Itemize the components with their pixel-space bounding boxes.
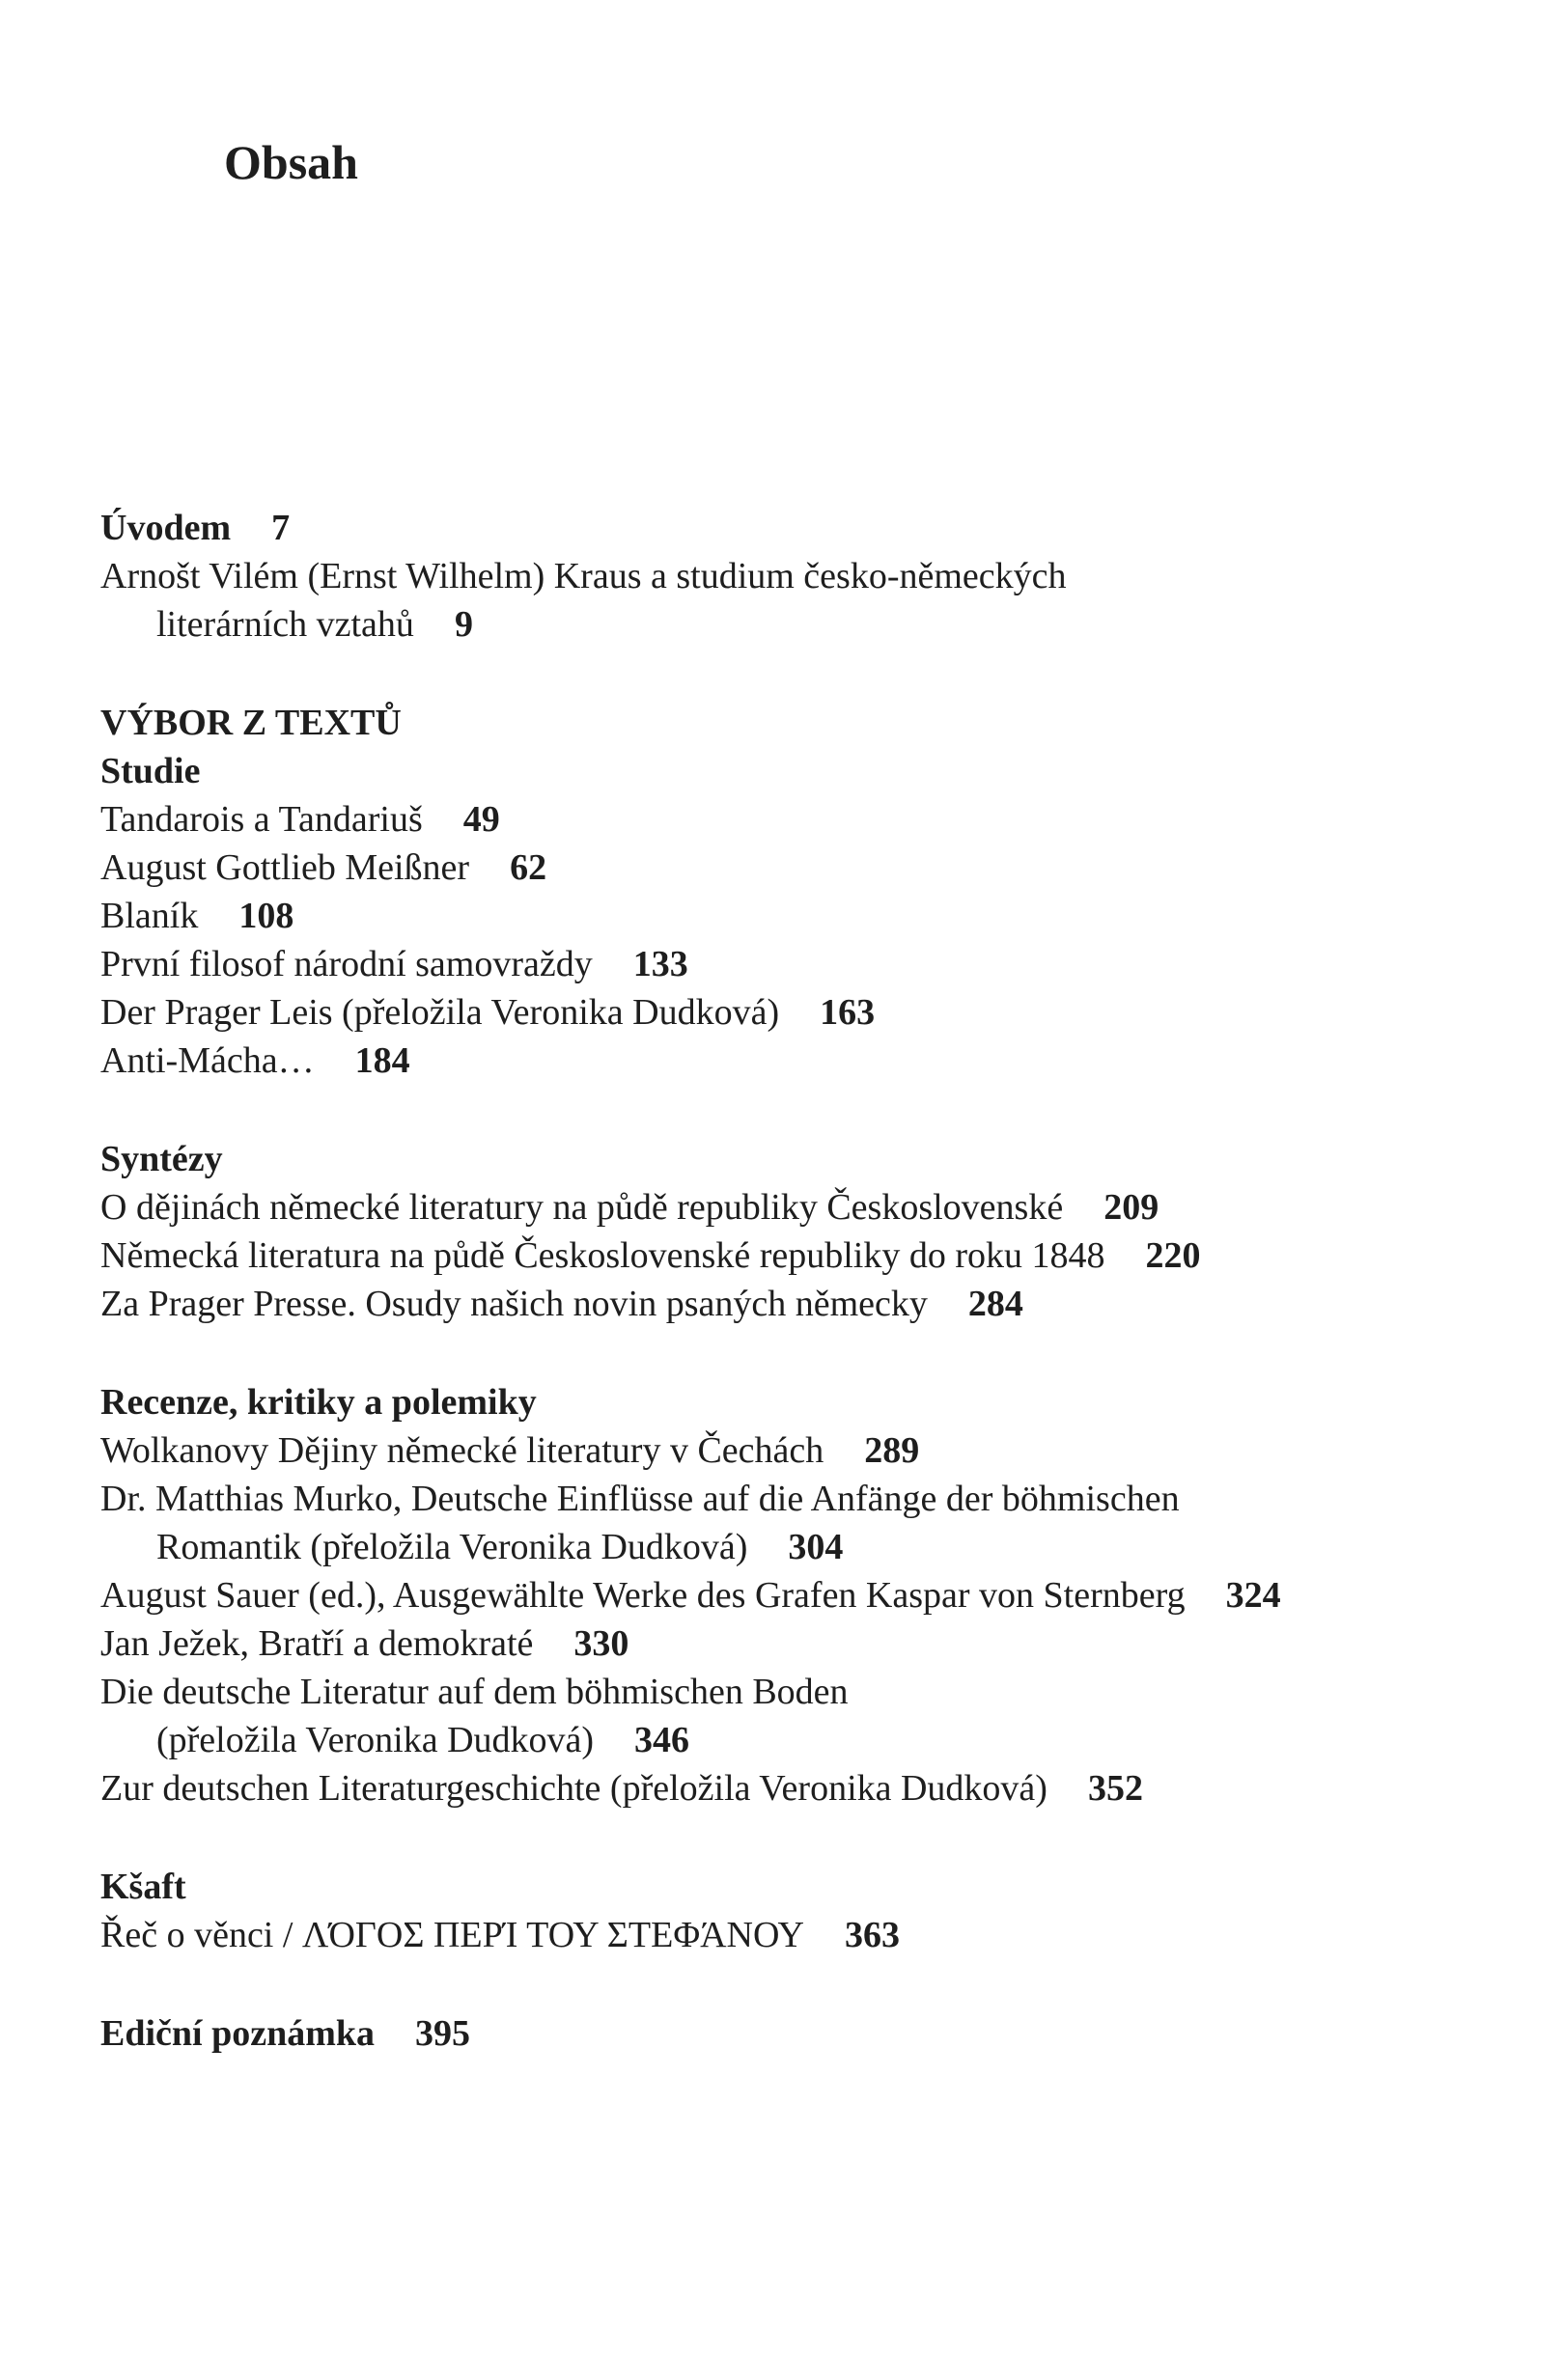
toc-entry[interactable] <box>100 940 1491 988</box>
toc-entry-title: (přeložila Veronika Dudková) <box>156 1720 595 1760</box>
toc-entry[interactable] <box>100 1037 1491 1085</box>
toc-page-number: 330 <box>573 1623 629 1664</box>
section-heading-vybor: VÝBOR Z TEXTŮ <box>100 703 402 743</box>
section-heading-studie: Studie <box>100 751 201 791</box>
toc-entry[interactable] <box>100 1280 1491 1328</box>
toc-entry[interactable] <box>100 1232 1491 1280</box>
toc-entry[interactable] <box>100 795 1491 844</box>
toc-entry-continued[interactable] <box>100 1523 1491 1571</box>
toc-page-number: 9 <box>454 604 473 645</box>
toc-entry[interactable] <box>100 1911 1491 1959</box>
toc-entry-title: Anti-Mácha… <box>100 1040 315 1081</box>
section-heading-recenze: Recenze, kritiky a polemiky <box>100 1382 537 1423</box>
toc-entry[interactable] <box>100 1619 1491 1668</box>
toc-entry-title: Blaník <box>100 896 199 936</box>
toc-entry[interactable] <box>100 1764 1491 1813</box>
toc-entry-title: Za Prager Presse. Osudy našich novin psaných německy <box>100 1284 928 1324</box>
toc-entry[interactable] <box>100 892 1491 940</box>
toc-entry-title: Romantik (přeložila Veronika Dudková) <box>156 1527 748 1567</box>
toc-page-number: 346 <box>634 1720 690 1760</box>
table-of-contents <box>100 504 1491 2058</box>
toc-entry-title: Die deutsche Literatur auf dem böhmischen Boden <box>100 1672 849 1712</box>
toc-page-number: 324 <box>1225 1575 1281 1616</box>
toc-entry-kraus-continued[interactable] <box>100 600 1491 649</box>
toc-page-number: 49 <box>462 799 500 840</box>
toc-entry-kraus[interactable] <box>100 552 1491 600</box>
toc-page-number: 62 <box>510 847 547 888</box>
toc-page-number: 304 <box>788 1527 844 1567</box>
toc-page-number: 284 <box>967 1284 1023 1324</box>
toc-entry-uvodem[interactable] <box>100 504 1491 552</box>
toc-page-number: 108 <box>238 896 294 936</box>
toc-entry-title: August Gottlieb Meißner <box>100 847 470 888</box>
toc-entry-title: Ediční poznámka <box>100 2013 376 2054</box>
toc-entry-title: Zur deutschen Literaturgeschichte (přeložila Veronika Dudková) <box>100 1768 1047 1809</box>
toc-page-number: 220 <box>1145 1235 1201 1276</box>
toc-page-number: 209 <box>1103 1187 1159 1228</box>
toc-entry-title: Jan Ježek, Bratří a demokraté <box>100 1623 534 1664</box>
toc-entry-title: Dr. Matthias Murko, Deutsche Einflüsse auf die Anfänge der böhmischen <box>100 1479 1180 1519</box>
toc-entry[interactable] <box>100 1183 1491 1232</box>
toc-entry[interactable] <box>100 1475 1491 1523</box>
page-title: Obsah <box>224 135 358 189</box>
toc-page-number: 289 <box>864 1430 920 1471</box>
toc-entry-title: Německá literatura na půdě Československé republiky do roku 1848 <box>100 1235 1105 1276</box>
toc-page-number: 163 <box>820 992 876 1033</box>
toc-entry-edicni-poznamka[interactable] <box>100 2009 1491 2058</box>
toc-entry-title: O dějinách německé literatury na půdě republiky Československé <box>100 1187 1064 1228</box>
toc-page-number: 133 <box>632 944 688 984</box>
toc-entry[interactable] <box>100 1571 1491 1619</box>
toc-entry-title: August Sauer (ed.), Ausgewählte Werke des Grafen Kaspar von Sternberg <box>100 1575 1186 1616</box>
toc-entry-title: Řeč o věnci / ΛΌΓΟΣ ΠΕΡΊ ΤΟΥ ΣΤΕΦΆΝΟΥ <box>100 1915 804 1955</box>
toc-entry[interactable] <box>100 1426 1491 1475</box>
section-heading-ksaft: Kšaft <box>100 1867 186 1907</box>
toc-entry[interactable] <box>100 844 1491 892</box>
toc-entry-title: Úvodem <box>100 508 232 548</box>
toc-page-number: 363 <box>844 1915 900 1955</box>
toc-entry[interactable] <box>100 988 1491 1037</box>
toc-entry-title: Wolkanovy Dějiny německé literatury v Čechách <box>100 1430 824 1471</box>
toc-entry-title: Tandarois a Tandariuš <box>100 799 423 840</box>
section-heading-syntezy: Syntézy <box>100 1139 223 1179</box>
toc-entry[interactable] <box>100 1668 1491 1716</box>
toc-page-number: 395 <box>415 2013 471 2054</box>
toc-entry-title: literárních vztahů <box>156 604 414 645</box>
toc-page-number: 7 <box>271 508 291 548</box>
toc-entry-title: Arnošt Vilém (Ernst Wilhelm) Kraus a studium česko-německých <box>100 556 1067 596</box>
toc-page-number: 352 <box>1087 1768 1143 1809</box>
toc-entry-continued[interactable] <box>100 1716 1491 1764</box>
toc-entry-title: Der Prager Leis (přeložila Veronika Dudková) <box>100 992 780 1033</box>
toc-page-number: 184 <box>354 1040 410 1081</box>
toc-entry-title: První filosof národní samovraždy <box>100 944 593 984</box>
